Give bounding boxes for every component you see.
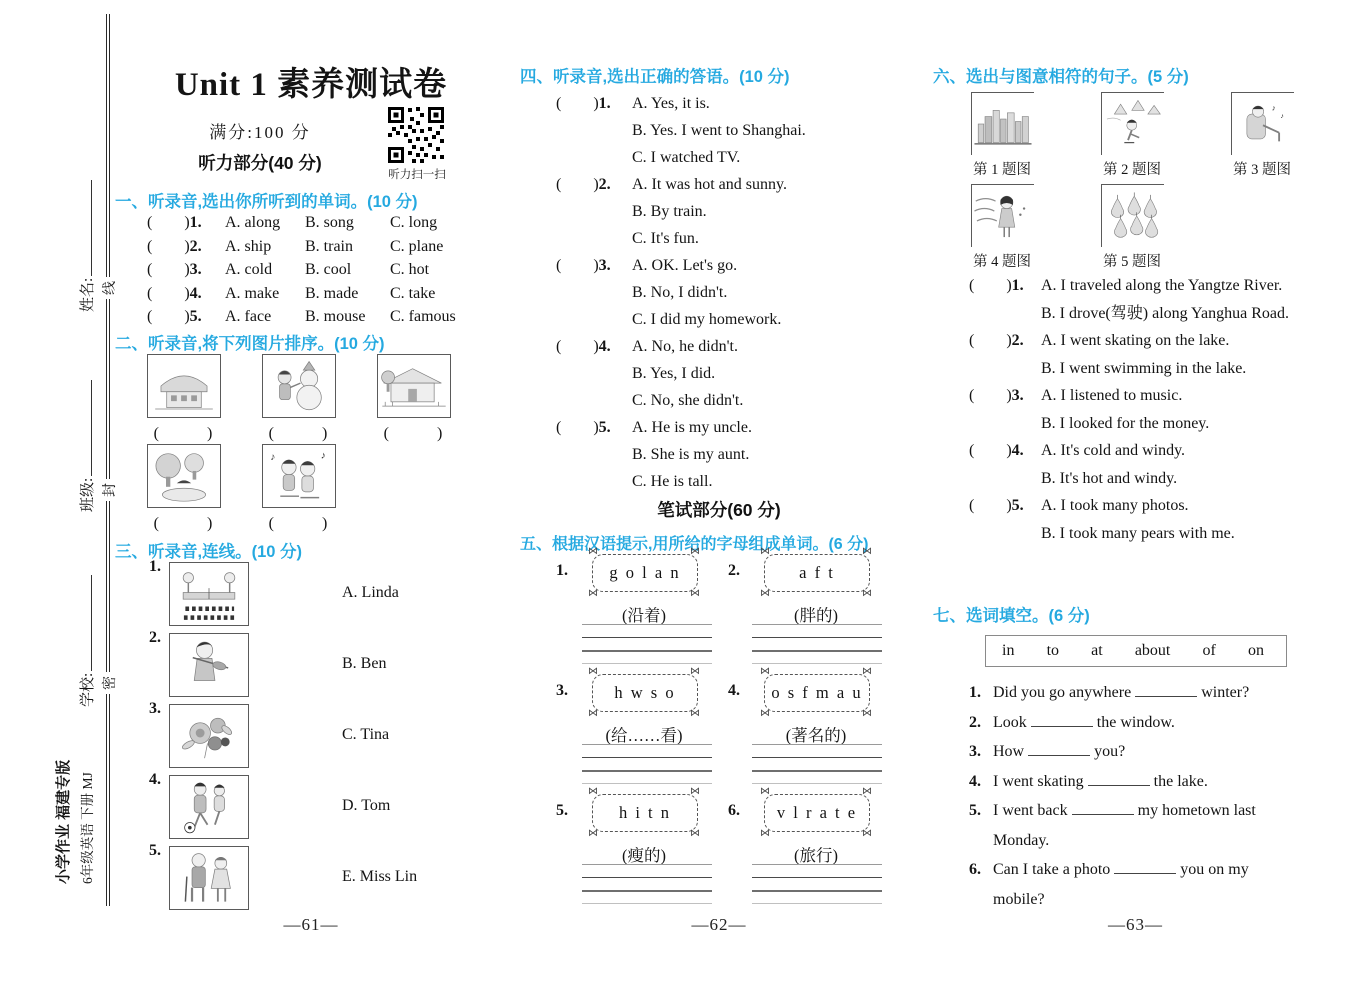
option-b: B. train [305, 237, 353, 255]
page-number-62: —62— [691, 915, 747, 934]
answer-paren: ( )1. [969, 277, 1024, 294]
sentence-pre: Did you go anywhere [993, 684, 1132, 701]
sentence-pre: Look [993, 713, 1027, 731]
answer-paren: ( )3. [969, 387, 1024, 404]
match-option: D. Tom [342, 797, 391, 814]
answer-blank [1135, 683, 1197, 697]
picture-violin [169, 633, 249, 697]
answer-paren: ( )3. [147, 261, 202, 278]
class-label: 班级: [80, 477, 96, 512]
seal-line [106, 14, 110, 906]
sentence-post: you? [1094, 743, 1126, 760]
name-blank-line [79, 180, 92, 276]
option-a: A. ship [225, 237, 272, 255]
option-b: B. mouse [305, 308, 366, 325]
word-choice-row [115, 305, 507, 329]
reply-choice-item [520, 333, 918, 414]
option-a: A. face [225, 308, 272, 325]
fill-blank-item [933, 796, 1303, 855]
picture-windy-weather [971, 184, 1034, 247]
section4-items [520, 90, 918, 495]
section1-rows [115, 211, 507, 329]
option-b: B. I looked for the money. [1041, 414, 1210, 432]
chinese-hint: (旅行) [794, 846, 838, 865]
option-c: C. famous [390, 308, 456, 325]
class-field [76, 380, 97, 512]
chinese-hint: (瘦的) [622, 846, 666, 865]
answer-blank [1031, 713, 1093, 727]
picture-grandparents [169, 846, 249, 910]
name-label: 姓名: [80, 277, 96, 312]
word-choice-row [115, 235, 507, 259]
match-option: A. Linda [342, 584, 399, 601]
option-b: B. Yes. I went to Shanghai. [632, 122, 806, 139]
svg-text:♪: ♪ [1280, 112, 1284, 120]
letter-box [592, 674, 698, 712]
item-num: 4. [969, 772, 981, 790]
option-c: C. plane [390, 237, 444, 255]
option-a: A. I took many photos. [1041, 497, 1189, 514]
item-num: 1. [969, 684, 981, 701]
reply-choice-item [520, 252, 918, 333]
section7-items [933, 678, 1303, 914]
answer-blank [1072, 801, 1134, 815]
sentence-pre: How [993, 743, 1025, 760]
option-c: C. It's fun. [632, 230, 699, 247]
option-b: B. song [305, 214, 354, 231]
sentence-choice-item [933, 492, 1338, 547]
sentence-choice-item [933, 437, 1338, 492]
edition-title: 小学作业 福建专版 [55, 759, 72, 884]
item-num: 3. [969, 743, 981, 760]
option-c: C. take [390, 284, 436, 302]
match-item-num: 1. [149, 558, 161, 575]
answer-paren: ( )5. [556, 419, 611, 436]
unscramble-num: 5. [556, 802, 568, 819]
picture-caption: 第 4 题图 [973, 254, 1031, 270]
chinese-hint: (给……看) [605, 726, 683, 745]
chinese-hint: (著名的) [785, 726, 847, 745]
school-blank-line [79, 575, 92, 671]
answer-paren: ( )2. [969, 332, 1024, 349]
option-b: B. I went swimming in the lake. [1041, 359, 1247, 377]
fill-blank-item [933, 767, 1303, 797]
option-a: A. I traveled along the Yangtze River. [1041, 277, 1283, 294]
word-bank-word: to [1046, 642, 1060, 659]
answer-paren: ( )2. [147, 237, 202, 255]
fill-blank-item [933, 678, 1303, 708]
school-label: 学校: [80, 672, 96, 707]
page-column-62 [520, 0, 918, 999]
sentence-post: the window. [1096, 713, 1175, 731]
name-field [76, 180, 97, 312]
picture-pears [1101, 184, 1164, 247]
fill-blank-item [933, 855, 1303, 914]
sentence-pre: Can I take a photo [993, 861, 1111, 878]
picture-park [147, 444, 221, 508]
option-b: B. She is my aunt. [632, 446, 750, 463]
letter-box [592, 554, 698, 592]
picture-football [169, 775, 249, 839]
option-b: B. I took many pears with me. [1041, 524, 1235, 542]
letter-box [764, 674, 870, 712]
match-item-num: 5. [149, 842, 161, 859]
paper-title: Unit 1 素养测试卷 [174, 67, 448, 103]
page-number-61: —61— [283, 915, 339, 934]
section3-title: 三、听录音,连线。(10 分) [115, 543, 303, 561]
word-bank-word: in [1002, 642, 1015, 659]
word-bank-word: at [1091, 642, 1103, 659]
option-b: B. It's hot and windy. [1041, 469, 1178, 487]
answer-paren: ( )2. [556, 176, 611, 193]
match-item-num: 3. [149, 700, 161, 717]
order-bracket: ( ) [153, 425, 213, 442]
unscramble-num: 1. [556, 562, 568, 579]
listening-part-header: 听力部分(40 分) [198, 153, 322, 173]
edition-subtitle: 6年级英语 下册 MJ [80, 772, 95, 884]
order-bracket: ( ) [268, 515, 328, 532]
order-bracket: ( ) [268, 425, 328, 442]
sentence-choice-item [933, 382, 1338, 437]
picture-table-tennis [169, 562, 249, 626]
unscramble-num: 2. [728, 562, 740, 579]
answer-paren: ( )4. [556, 338, 611, 355]
section4-title: 四、听录音,选出正确的答语。(10 分) [520, 68, 790, 86]
sentence-pre: I went back [993, 802, 1068, 819]
order-bracket: ( ) [383, 425, 443, 442]
section1-title: 一、听录音,选出你所听到的单词。(10 分) [115, 193, 418, 211]
word-choice-row [115, 282, 507, 306]
section6-items [933, 272, 1338, 547]
sentence-choice-item [933, 327, 1338, 382]
option-b: B. Yes, I did. [632, 365, 716, 382]
page-number-63: —63— [1108, 915, 1163, 934]
picture-hotel-building [147, 354, 221, 418]
word-bank-word: of [1202, 642, 1216, 659]
svg-text:♪: ♪ [320, 450, 326, 462]
option-a: A. Yes, it is. [632, 95, 710, 112]
option-a: A. No, he didn't. [632, 338, 738, 355]
svg-text:♪: ♪ [1271, 103, 1276, 113]
unscramble-num: 4. [728, 682, 740, 699]
option-a: A. I listened to music. [1041, 387, 1183, 404]
option-a: A. along [225, 214, 281, 231]
scrambled-letters: h i t n [618, 803, 672, 822]
order-bracket: ( ) [153, 515, 213, 532]
word-choice-row [115, 211, 507, 235]
letter-box [592, 794, 698, 832]
word-bank [985, 635, 1287, 667]
scrambled-letters: a f t [799, 563, 835, 582]
option-c: C. hot [390, 261, 430, 278]
picture-hometown-house [377, 354, 451, 418]
answer-paren: ( )5. [969, 497, 1024, 514]
sentence-post: the lake. [1153, 772, 1208, 790]
picture-flowers [169, 704, 249, 768]
word-bank-word: on [1247, 642, 1264, 659]
item-num: 2. [969, 713, 981, 731]
picture-caption: 第 2 题图 [1103, 162, 1161, 178]
chinese-hint: (胖的) [794, 606, 838, 625]
section7-title: 七、选词填空。(6 分) [933, 607, 1090, 625]
written-part-header: 笔试部分(60 分) [657, 500, 781, 520]
answer-paren: ( )4. [147, 284, 202, 302]
scrambled-letters: g o l a n [609, 563, 681, 582]
letter-box [764, 794, 870, 832]
option-c: C. He is tall. [632, 473, 713, 490]
match-option: B. Ben [342, 655, 387, 672]
reply-choice-item [520, 171, 918, 252]
answer-paren: ( )3. [556, 257, 611, 274]
option-a: A. cold [225, 261, 273, 278]
option-b: B. By train. [632, 203, 707, 220]
picture-listening-in-chair [1231, 92, 1294, 155]
option-c: C. long [390, 214, 438, 231]
scrambled-letters: h w s o [614, 683, 676, 702]
match-option: C. Tina [342, 726, 390, 743]
letter-box [764, 554, 870, 592]
section5-title: 五、根据汉语提示,用所给的字母组成单词。(6 分) [520, 536, 869, 553]
item-num: 6. [969, 861, 981, 878]
match-item-num: 4. [149, 771, 161, 788]
answer-paren: ( )5. [147, 308, 202, 325]
svg-text:♪: ♪ [270, 452, 276, 464]
qr-code [387, 106, 445, 164]
picture-skating-outdoors [1101, 92, 1164, 155]
fill-blank-item [933, 708, 1303, 738]
option-a: A. It's cold and windy. [1041, 442, 1186, 459]
option-b: B. made [305, 284, 359, 302]
answer-blank [1088, 772, 1150, 786]
picture-caption: 第 1 题图 [973, 162, 1031, 178]
option-a: A. OK. Let's go. [632, 257, 738, 274]
sentence-post: my hometown last Monday. [993, 802, 1256, 849]
answer-paren: ( )1. [556, 95, 611, 112]
sentence-post: you on my mobile? [993, 861, 1249, 908]
option-a: A. He is my uncle. [632, 419, 752, 436]
option-b: B. I drove(驾驶) along Yanghua Road. [1041, 304, 1289, 322]
picture-snowman [262, 354, 336, 418]
option-c: C. No, she didn't. [632, 392, 744, 409]
class-blank-line [79, 380, 92, 476]
option-b: B. cool [305, 261, 352, 278]
match-item-num: 2. [149, 629, 161, 646]
seal-char-mi: 密 [99, 672, 119, 694]
option-a: A. It was hot and sunny. [632, 176, 787, 193]
item-num: 5. [969, 802, 981, 819]
picture-caption: 第 3 题图 [1233, 162, 1291, 178]
answer-paren: ( )4. [969, 442, 1024, 459]
sentence-choice-item [933, 272, 1338, 327]
word-choice-row [115, 258, 507, 282]
answer-blank [1114, 860, 1176, 874]
qr-caption: 听力扫一扫 [388, 169, 446, 181]
school-field [76, 575, 97, 707]
option-b: B. No, I didn't. [632, 284, 728, 301]
seal-char-feng: 封 [99, 479, 119, 501]
full-score: 满分:100 分 [209, 123, 311, 142]
fill-blank-item [933, 737, 1303, 767]
option-a: A. I went skating on the lake. [1041, 332, 1230, 349]
word-bank-word: about [1134, 642, 1171, 659]
answer-paren: ( )1. [147, 214, 202, 231]
page-column-63 [933, 0, 1338, 999]
unscramble-num: 3. [556, 682, 568, 699]
sentence-pre: I went skating [993, 772, 1084, 790]
sentence-post: winter? [1201, 684, 1250, 701]
seal-char-line: 线 [99, 277, 119, 299]
section6-title: 六、选出与图意相符的句子。(5 分) [933, 68, 1189, 86]
section2-title: 二、听录音,将下列图片排序。(10 分) [115, 335, 385, 353]
match-option: E. Miss Lin [342, 868, 418, 885]
option-c: C. I watched TV. [632, 149, 741, 166]
option-a: A. make [225, 284, 280, 302]
scrambled-letters: o s f m a u [771, 683, 863, 702]
reply-choice-item [520, 414, 918, 495]
page-column-61 [115, 0, 507, 999]
option-c: C. I did my homework. [632, 311, 782, 328]
scrambled-letters: v l r a t e [776, 803, 858, 822]
picture-caption: 第 5 题图 [1103, 254, 1161, 270]
reply-choice-item [520, 90, 918, 171]
picture-city [971, 92, 1034, 155]
chinese-hint: (沿着) [622, 606, 666, 625]
unscramble-num: 6. [728, 802, 740, 819]
picture-skating-children [262, 444, 336, 508]
answer-blank [1028, 742, 1090, 756]
